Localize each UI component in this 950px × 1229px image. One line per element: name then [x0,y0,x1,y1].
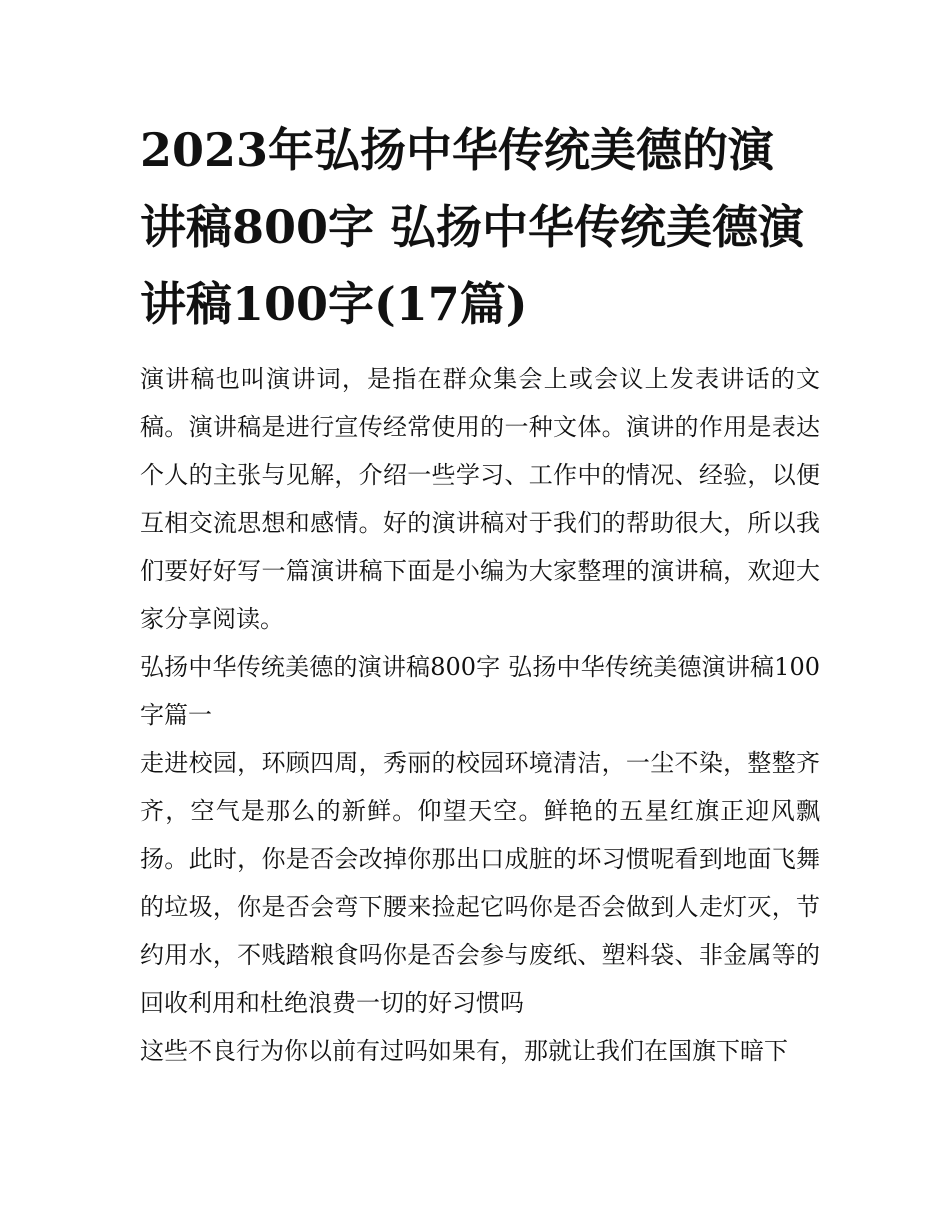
intro-paragraph: 演讲稿也叫演讲词，是指在群众集会上或会议上发表讲话的文稿。演讲稿是进行宣传经常使用的一种文体。演讲的作用是表达个人的主张与见解，介绍一些学习、工作中的情况、经验，以便互相交流思想和感情。好的演讲稿对于我们的帮助很大，所以我们要好好写一篇演讲稿下面是小编为大家整理的演讲稿，欢迎大家分享阅读。 [140,365,820,633]
document-body [140,355,820,1075]
section-heading: 弘扬中华传统美德的演讲稿800字 弘扬中华传统美德演讲稿100字篇一 [140,653,820,729]
body-paragraph-continued: 这些不良行为你以前有过吗如果有，那就让我们在国旗下暗下 [140,1037,788,1065]
document-title: 2023年弘扬中华传统美德的演讲稿800字 弘扬中华传统美德演讲稿100字(17篇) [140,123,805,331]
body-paragraph: 走进校园，环顾四周，秀丽的校园环境清洁，一尘不染，整整齐齐，空气是那么的新鲜。仰望天空。鲜艳的五星红旗正迎风飘扬。此时，你是否会改掉你那出口成脏的坏习惯呢看到地面飞舞的垃圾，你是否会弯下腰来捡起它吗你是否会做到人走灯灭，节约用水，不贱踏粮食吗你是否会参与废纸、塑料袋、非金属等的回收利用和杜绝浪费一切的好习惯吗 [140,749,820,1017]
document-page [140,112,820,1075]
